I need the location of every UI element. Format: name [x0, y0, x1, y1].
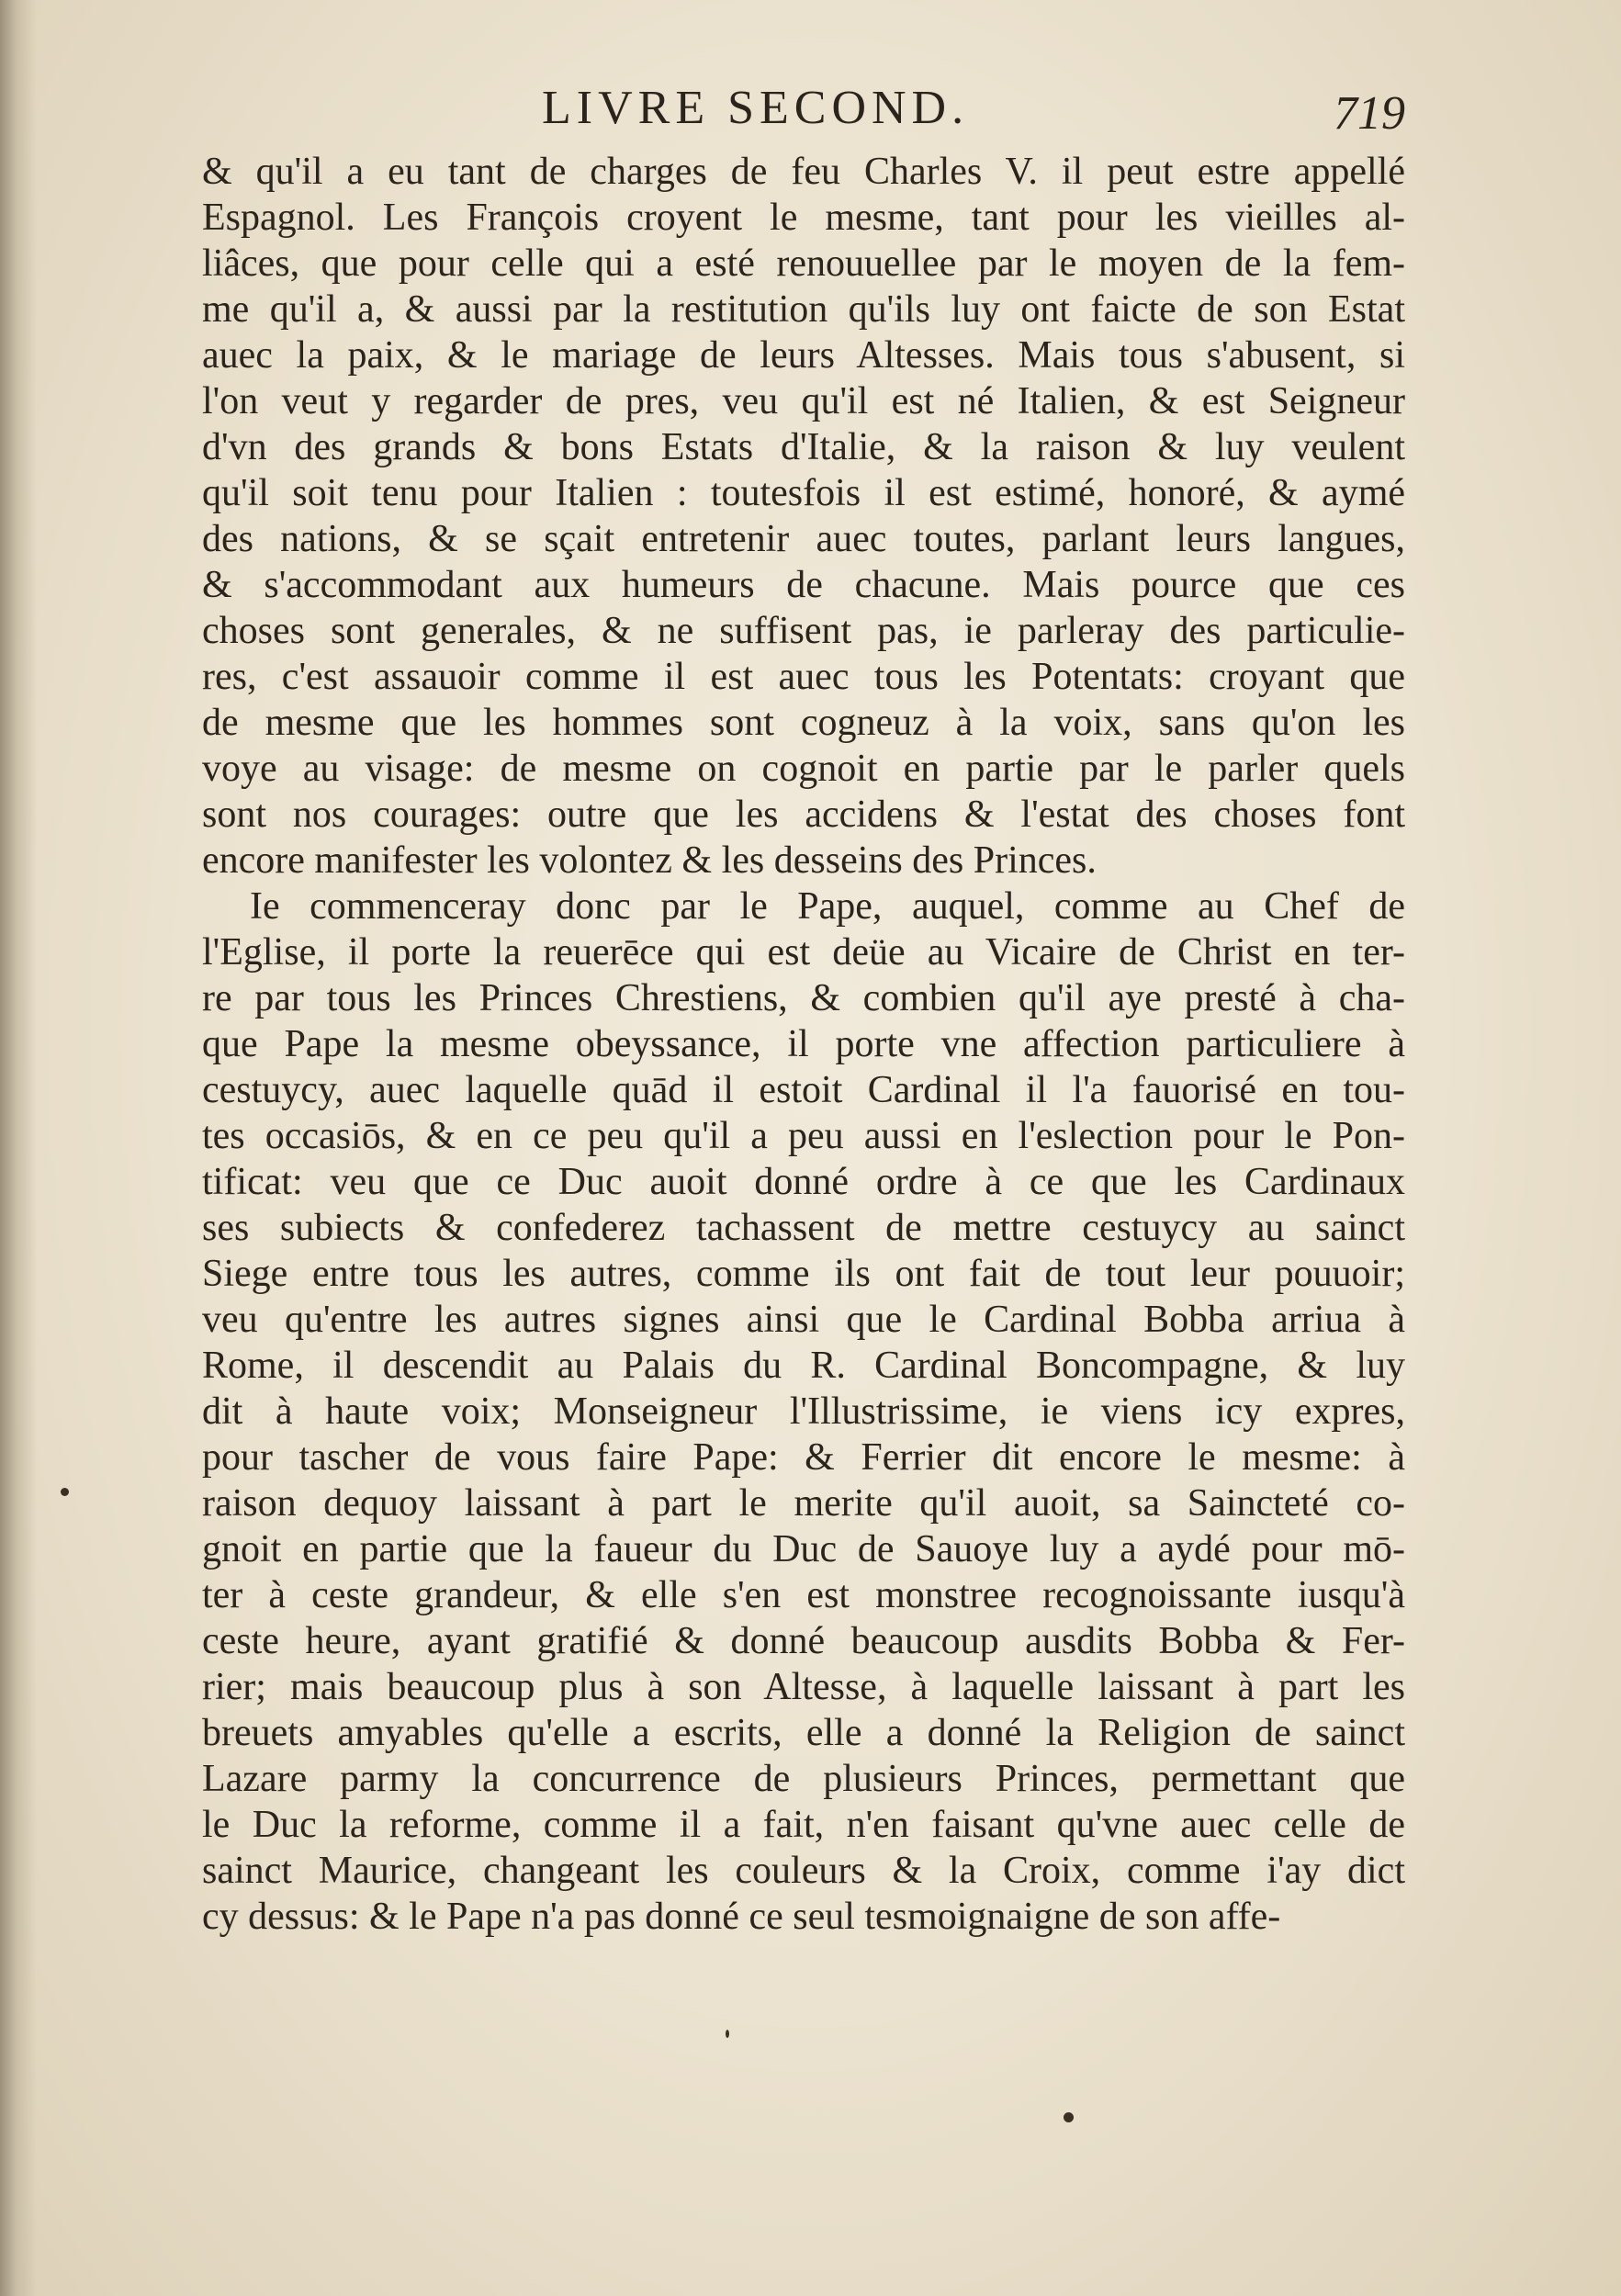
text-line: liâces, que pour celle qui a esté renouuellee par le moyen de la fem- [202, 242, 1405, 285]
text-line: encore manifester les volontez & les desseins des Princes. [202, 839, 1097, 882]
text-line: gnoit en partie que la faueur du Duc de Sauoye luy a aydé pour mō- [202, 1528, 1405, 1570]
text-line: tificat: veu que ce Duc auoit donné ordre à ce que les Cardinaux [202, 1161, 1405, 1203]
text-line: raison dequoy laissant à part le merite qu'il auoit, sa Saincteté co- [202, 1482, 1405, 1525]
text-line: dit à haute voix; Monseigneur l'Illustrissime, ie viens icy expres, [202, 1390, 1405, 1433]
text-line: sont nos courages: outre que les accidens & l'estat des choses font [202, 793, 1405, 836]
text-line: ceste heure, ayant gratifié & donné beaucoup ausdits Bobba & Fer- [202, 1620, 1405, 1662]
text-line: Ie commenceray donc par le Pape, auquel, comme au Chef de [250, 885, 1405, 928]
text-line: Rome, il descendit au Palais du R. Cardinal Boncompagne, & luy [202, 1345, 1405, 1387]
text-line: & qu'il a eu tant de charges de feu Charles V. il peut estre appellé [202, 151, 1405, 193]
text-line: tes occasiōs, & en ce peu qu'il a peu aussi en l'eslection pour le Pon- [202, 1115, 1405, 1157]
text-line: des nations, & se sçait entretenir auec toutes, parlant leurs langues, [202, 518, 1405, 560]
binding-gutter [0, 0, 37, 2296]
text-line: sainct Maurice, changeant les couleurs & la Croix, comme i'ay dict [202, 1850, 1405, 1892]
running-title: LIVRE SECOND. [542, 82, 970, 134]
text-line: re par tous les Princes Chrestiens, & combien qu'il aye presté à cha- [202, 977, 1405, 1019]
text-line: voye au visage: de mesme on cognoit en partie par le parler quels [202, 748, 1405, 790]
text-line: de mesme que les hommes sont cogneuz à la voix, sans qu'on les [202, 702, 1405, 744]
text-line: d'vn des grands & bons Estats d'Italie, & la raison & luy veulent [202, 426, 1405, 468]
text-line: qu'il soit tenu pour Italien : toutesfois il est estimé, honoré, & aymé [202, 472, 1405, 514]
text-line: res, c'est assauoir comme il est auec tous les Potentats: croyant que [202, 656, 1405, 698]
text-line: choses sont generales, & ne suffisent pas, ie parleray des particulie- [202, 610, 1405, 652]
page-number: 719 [1334, 87, 1405, 140]
body-text [202, 149, 1405, 1940]
text-line: le Duc la reforme, comme il a fait, n'en faisant qu'vne auec celle de [202, 1804, 1405, 1846]
page-header [202, 72, 1405, 145]
text-line: cy dessus: & le Pape n'a pas donné ce seul tesmoignaigne de son affe- [202, 1896, 1281, 1938]
text-line: & s'accommodant aux humeurs de chacune. Mais pource que ces [202, 564, 1405, 606]
text-line: l'on veut y regarder de pres, veu qu'il est né Italien, & est Seigneur [202, 380, 1405, 422]
text-line: pour tascher de vous faire Pape: & Ferrier dit encore le mesme: à [202, 1436, 1405, 1479]
text-line: breuets amyables qu'elle a escrits, elle a donné la Religion de sainct [202, 1712, 1405, 1754]
text-line: me qu'il a, & aussi par la restitution qu'ils luy ont faicte de son Estat [202, 288, 1405, 331]
text-line: ses subiects & confederez tachassent de mettre cestuycy au sainct [202, 1207, 1405, 1249]
ink-spot [61, 1488, 69, 1496]
ink-spot [726, 2030, 729, 2038]
text-line: Lazare parmy la concurrence de plusieurs Princes, permettant que [202, 1758, 1405, 1800]
text-line: rier; mais beaucoup plus à son Altesse, à laquelle laissant à part les [202, 1666, 1405, 1708]
text-line: que Pape la mesme obeyssance, il porte vne affection particuliere à [202, 1023, 1405, 1065]
text-line: Siege entre tous les autres, comme ils ont fait de tout leur pouuoir; [202, 1253, 1405, 1295]
text-line: ter à ceste grandeur, & elle s'en est monstree recognoissante iusqu'à [202, 1574, 1405, 1616]
ink-spot [1064, 2112, 1074, 2122]
text-line: veu qu'entre les autres signes ainsi que le Cardinal Bobba arriua à [202, 1299, 1405, 1341]
text-line: Espagnol. Les François croyent le mesme, tant pour les vieilles al- [202, 197, 1405, 239]
text-line: l'Eglise, il porte la reuerēce qui est deüe au Vicaire de Christ en ter- [202, 931, 1405, 974]
text-line: auec la paix, & le mariage de leurs Altesses. Mais tous s'abusent, si [202, 334, 1405, 377]
text-line: cestuycy, auec laquelle quād il estoit Cardinal il l'a fauorisé en tou- [202, 1069, 1405, 1111]
